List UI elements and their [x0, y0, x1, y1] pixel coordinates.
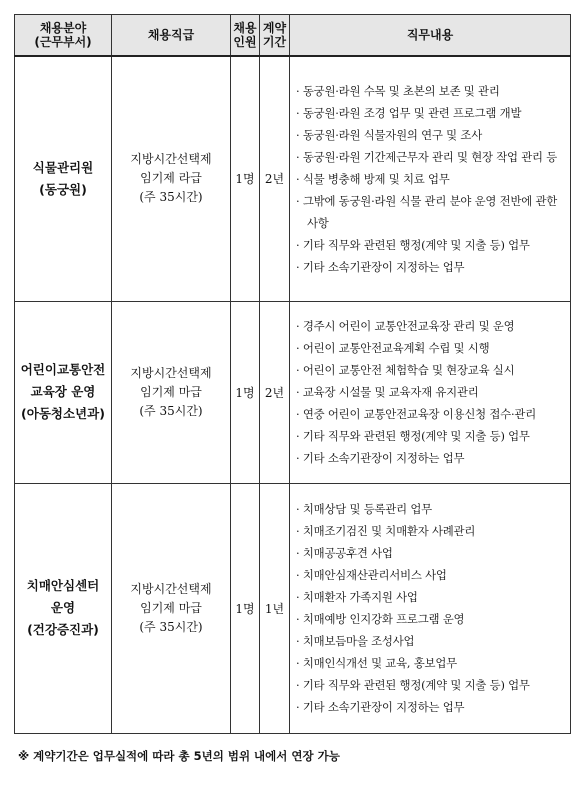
field-department: (동궁원) — [39, 181, 87, 197]
duty-item: · 치매보듬마을 조성사업 — [296, 634, 415, 648]
recruitment-table — [14, 14, 571, 734]
duty-item: · 치매상담 및 등록관리 업무 — [296, 502, 432, 516]
duty-item: · 경주시 어린이 교통안전교육장 관리 및 운영 — [296, 319, 515, 333]
duties-cell — [290, 483, 571, 733]
duty-item: · 연중 어린이 교통안전교육장 이용신청 접수·관리 — [296, 407, 537, 421]
grade-line: (주 35시간) — [139, 619, 203, 634]
duty-item: · 기타 직무와 관련된 행정(계약 및 지출 등) 업무 — [296, 429, 530, 443]
field-department: (건강증진과) — [27, 622, 99, 637]
table-row — [15, 301, 571, 483]
header-period — [260, 15, 290, 57]
duty-item: · 치매인식개선 및 교육, 홍보업무 — [296, 656, 457, 670]
duty-item: · 치매조기검진 및 치매환자 사례관리 — [296, 524, 476, 538]
duties-list — [296, 498, 566, 718]
duty-item: · 교육장 시설물 및 교육자재 유지관리 — [296, 385, 479, 399]
duty-item: · 치매환자 가족지원 사업 — [296, 590, 418, 604]
duties-cell — [290, 301, 571, 483]
count-cell: 1명 — [231, 56, 260, 301]
header-field-line1: 채용분야 — [39, 21, 87, 35]
duty-item: · 어린이 교통안전 체험학습 및 현장교육 실시 — [296, 363, 515, 377]
grade-line: (주 35시간) — [139, 403, 203, 418]
period-cell: 2년 — [260, 301, 290, 483]
duty-item: · 그밖에 동궁원·라원 식물 관리 분야 운영 전반에 관한 사항 — [296, 193, 558, 230]
field-name: 치매안심센터 — [26, 578, 100, 593]
field-cell — [15, 301, 112, 483]
duty-item: · 동궁원·라원 조경 업무 및 관련 프로그램 개발 — [296, 105, 522, 120]
duty-item: · 동궁원·라원 기간제근무자 관리 및 현장 작업 관리 등 — [296, 149, 558, 164]
duty-item: · 기타 소속기관장이 지정하는 업무 — [296, 451, 465, 465]
header-count — [231, 15, 260, 57]
field-cell — [15, 56, 112, 301]
header-period-line1: 계약 — [262, 21, 287, 35]
duty-item: · 치매예방 인지강화 프로그램 운영 — [296, 612, 465, 626]
duty-item: · 치매공공후견 사업 — [296, 546, 393, 560]
field-name: 식물관리원 — [32, 159, 94, 175]
grade-line: (주 35시간) — [139, 190, 203, 205]
header-count-line2: 인원 — [233, 35, 257, 49]
header-field — [15, 15, 112, 57]
field-name: 교육장 운영 — [30, 384, 96, 399]
duty-item: · 기타 직무와 관련된 행정(계약 및 지출 등) 업무 — [296, 678, 530, 692]
grade-line: 지방시간선택제 — [130, 365, 212, 380]
table-row — [15, 56, 571, 301]
header-count-line1: 채용 — [233, 21, 257, 35]
grade-cell — [112, 483, 231, 733]
count-cell: 1명 — [231, 301, 260, 483]
duty-item: · 어린이 교통안전교육계획 수립 및 시행 — [296, 341, 490, 355]
header-duties: 직무내용 — [290, 15, 571, 57]
table-row — [15, 483, 571, 733]
grade-cell — [112, 301, 231, 483]
count-cell: 1명 — [231, 483, 260, 733]
table-header-row — [15, 15, 571, 57]
duty-item: · 치매안심재산관리서비스 사업 — [296, 568, 447, 582]
grade-line: 지방시간선택제 — [130, 581, 212, 596]
period-cell: 1년 — [260, 483, 290, 733]
field-name: 어린이교통안전 — [20, 362, 106, 377]
field-department: (아동청소년과) — [21, 406, 105, 421]
duty-item: · 동궁원·라원 식물자원의 연구 및 조사 — [296, 127, 482, 142]
grade-cell — [112, 56, 231, 301]
field-name: 운영 — [50, 600, 76, 615]
duty-item: · 기타 소속기관장이 지정하는 업무 — [296, 700, 465, 714]
header-period-line2: 기간 — [262, 35, 287, 49]
duty-item: · 식물 병충해 방제 및 치료 업무 — [296, 171, 450, 186]
grade-line: 임기제 마급 — [140, 384, 202, 399]
field-cell — [15, 483, 112, 733]
duties-list — [296, 80, 566, 278]
period-cell: 2년 — [260, 56, 290, 301]
grade-line: 지방시간선택제 — [130, 152, 212, 167]
header-grade: 채용직급 — [112, 15, 231, 57]
duty-item: · 기타 소속기관장이 지정하는 업무 — [296, 259, 465, 274]
duty-item: · 기타 직무와 관련된 행정(계약 및 지출 등) 업무 — [296, 237, 530, 252]
header-field-line2: (근무부서) — [34, 35, 92, 49]
duties-list — [296, 315, 566, 469]
grade-line: 임기제 마급 — [140, 600, 202, 615]
duties-cell — [290, 56, 571, 301]
duty-item: · 동궁원·라원 수목 및 초본의 보존 및 관리 — [296, 83, 500, 98]
contract-extension-note: ※ 계약기간은 업무실적에 따라 총 5년의 범위 내에서 연장 가능 — [18, 749, 340, 763]
grade-line: 임기제 라급 — [140, 171, 202, 186]
